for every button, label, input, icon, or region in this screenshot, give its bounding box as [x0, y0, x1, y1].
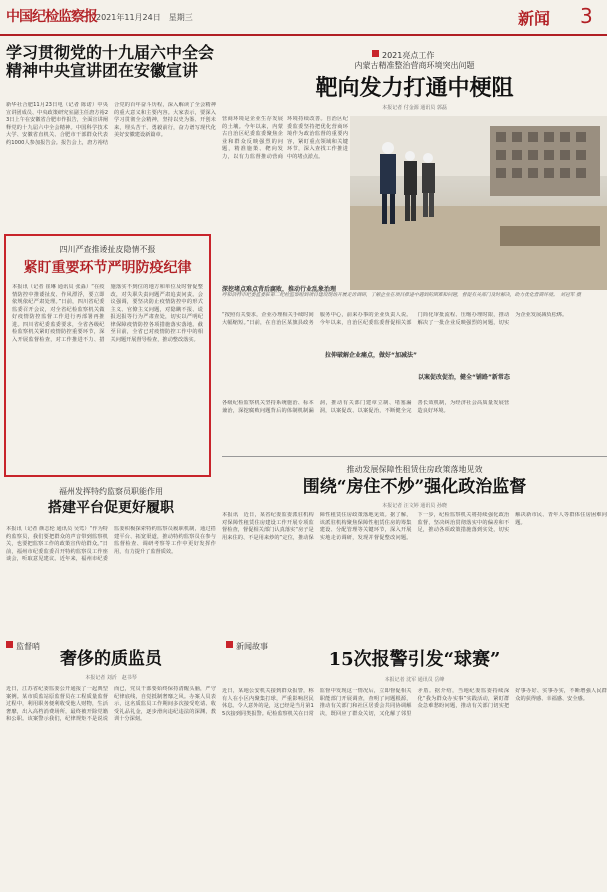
story4-byline: 本报记者 刘沂 赵书琴 [85, 675, 137, 681]
feature-subhead-3: 以案促改促治，健全“铺路”新常态 [418, 374, 510, 381]
story2-headline: 紧盯重要环节严明防疫纪律 [23, 260, 192, 276]
story1-headline [6, 44, 216, 81]
feature-body-1: 营商环境是企业生存发展的土壤。今年以来，内蒙古自治区纪委监委聚焦企业和群众反映强烈的问题，精准施策、靶向发力，以有力监督推动营商环境持续改善。自治区纪委监委坚持把优化营商环境作为政治监督的重要内容，紧盯重点领域和关键环节，深入查找工作推进中的堵点淤点。 [222, 116, 348, 160]
story6-headline: 围绕“房住不炒”强化政治监督 [302, 477, 527, 497]
divider [222, 456, 607, 457]
story1-body: 新华社合肥11月23日电（记者 陈诺）中央宣讲团成员、中央政策研究室副主任唐方裕23日上午在安徽省合肥市作报告，全面宣讲阐释党的十九届六中全会精神。中国科学技术大学、安徽省直机关、合肥市干部群众代表约1000人参加报告会。报告会上，唐方裕结合党的百年奋斗历程，深入解读了全会精神的重大意义和主要内容。大家表示，要深入学习贯彻全会精神，坚持以史为鉴、开创未来，埋头苦干、勇毅前行，奋力谱写现代化美好安徽建设新篇章。 [6, 102, 216, 146]
feature-kicker: 内蒙古精准整治营商环境突出问题 [354, 61, 475, 70]
story3-kicker: 福州发挥特约监察员职能作用 [59, 487, 163, 496]
story7-headline: 15次报警引发“球赛” [328, 649, 501, 670]
construction-site-photo-illustration [350, 116, 607, 290]
newspaper-logo: 中国纪检监察报 [6, 9, 97, 25]
feature-headline: 靶向发力打通中梗阻 [315, 75, 514, 101]
story3-body: 本报讯（记者 颜志伦 通讯员 吴莺）“作为特约监察员，我们要把群众的声音带到监察机关，也要把监察工作的政策宣传给群众。”日前，福州市纪委监委召开特约监察员工作座谈会，听取意见建议。近年来，福州市纪委监委积极探索特约监察员履职机制，通过搭建平台、拓宽渠道，推动特约监察员在参与监督检查、调研考察等工作中更好发挥作用，有力提升了监督质效。 [6, 526, 216, 562]
feature-subhead-2-label: 深挖堵点难点背后腐败，推动行业乱象治理 [222, 286, 337, 293]
story1-headline-line1: 学习贯彻党的十九届六中全会 [6, 43, 215, 62]
feature-photo-caption: 呼和浩特市纪委监委驻第二纪检监察组到项目建设现场开展走访调研，了解企业在项目推进中遇到的困难和问题，督促有关部门及时解决，助力优化营商环境。 刘冠军 摄 [222, 293, 581, 298]
story2-kicker: 四川严查推诿扯皮隐情不报 [59, 245, 156, 254]
page-number: 3 [580, 4, 593, 28]
issue-date: 2021年11月24日 星期三 [96, 13, 193, 22]
masthead [0, 0, 607, 36]
feature-byline: 本报记者 付金源 通讯员 郭磊 [382, 105, 447, 111]
section-name: 新闻 [518, 9, 551, 28]
story6-byline: 本报记者 汪文婷 通讯员 孙晓 [382, 503, 447, 509]
story2-box [4, 234, 211, 477]
feature-photo [350, 116, 607, 290]
story7-tag-label: 新闻故事 [236, 642, 268, 651]
story2-body: 本报讯（记者 崔琳 通讯员 张淼）“在疫情防控中推诿扯皮、作风漂浮，要立即依规依纪严肃处理。”日前，四川省纪委监委召开会议，对全省纪检监察机关做好疫情防控监督工作进行再部署再推进。四川省纪委监委要求，全省各级纪检监察机关紧盯疫情防控重要环节，深入开展监督检查，对工作推进不力、措施落实不到位的地方和单位及时督促整改，对失职失责问题严肃追责问责。会议强调，要坚决防止疫情防控中的形式主义、官僚主义问题，对隐瞒不报、谎报迟报等行为严肃查处，切实以严明纪律保障疫情防控各项措施落实落地。截至目前，全省已对疫情防控工作中的相关问题开展督导检查，推动整改落实。 [12, 284, 203, 343]
story7-byline: 本报记者 沈军 通讯员 岳峰 [384, 677, 445, 683]
story3-headline: 搭建平台促更好履职 [48, 500, 174, 516]
story4-body: 近日，江苏省纪委监委公开通报了一起典型案例。某市质监站原监督员在工程质量监督过程中，利用职务便利收受他人财物，生活奢靡，出入高档消费场所，最终被开除党籍和公职。该案警示我们，纪律规矩不是说说而已，党员干部要始终保持清醒头脑，严守纪律底线，自觉抵制奢靡之风。办案人员表示，这名质监员工作期间多次接受吃请、收受礼品礼金，逐步滑向违纪违法的深渊，教训十分深刻。 [6, 686, 216, 722]
section-marker-icon [226, 641, 233, 648]
section-marker-icon [372, 50, 379, 57]
feature-body-2: “按照有关要求，企业办理相关手续时间大幅缩短。”日前，在自治区某旗县政务服务中心，前来办事的企业负责人说。今年以来，自治区纪委监委督促相关部门简化审批流程、压缩办理时限，推动解决了一批企业反映强烈的问题，切实为企业发展减负松绑。 [222, 312, 568, 326]
section-marker-icon [6, 641, 13, 648]
story1-headline-line2: 精神中央宣讲团在安徽宣讲 [6, 61, 199, 81]
story4-tag-label: 监督哨 [16, 642, 40, 651]
story6-kicker: 推动发展保障性租赁住房政策落地见效 [346, 465, 483, 474]
story7-body: 近日，某地公安机关接到群众报警，称有人在小区内聚集打球，严重影响居民休息。令人意外的是，这已经是当月第15次接到同类报警。纪检监察机关在日常监督中发现这一情况后，立即督促相关职能部门开展调查，查明了问题根源，推动有关部门和社区居委会共同协调解决，既回应了群众关切，又化解了邻里矛盾。据介绍，当地纪委监委持续深化“我为群众办实事”实践活动，紧盯群众急难愁盼问题，推动有关部门切实把好事办好、实事办实，不断增强人民群众的获得感、幸福感、安全感。 [222, 688, 607, 717]
feature-subhead-1: 拉伸破解企业痛点，做好“加减法” [325, 352, 417, 359]
feature-tag-label: 2021亮点工作 [382, 51, 435, 60]
story6-body: 本报讯 近日，某省纪委监委派驻机构对保障性租赁住房建设工作开展专项监督检查，督促相关部门认真落实“房子是用来住的、不是用来炒的”定位，推动保障性租赁住房政策落地见效。据了解，该派驻机构聚焦保障性租赁住房的筹集建设、分配管理等关键环节，深入开展实地走访调研，发现并督促整改问题。下一步，纪检监察机关将持续强化政治监督，坚决纠治贯彻落实中的偏差和不足，推动各项政策措施落到实处，切实解决新市民、青年人等群体住房困难问题。 [222, 512, 607, 541]
feature-body-3: 各级纪检监察机关坚持系统施治、标本兼治，深挖腐败问题背后的体制机制漏洞，推动有关部门建章立制、堵塞漏洞，以案促改、以案促治，不断健全完善长效机制，为经济社会高质量发展营造良好环境。 [222, 400, 510, 414]
story4-headline: 奢侈的质监员 [60, 649, 162, 669]
